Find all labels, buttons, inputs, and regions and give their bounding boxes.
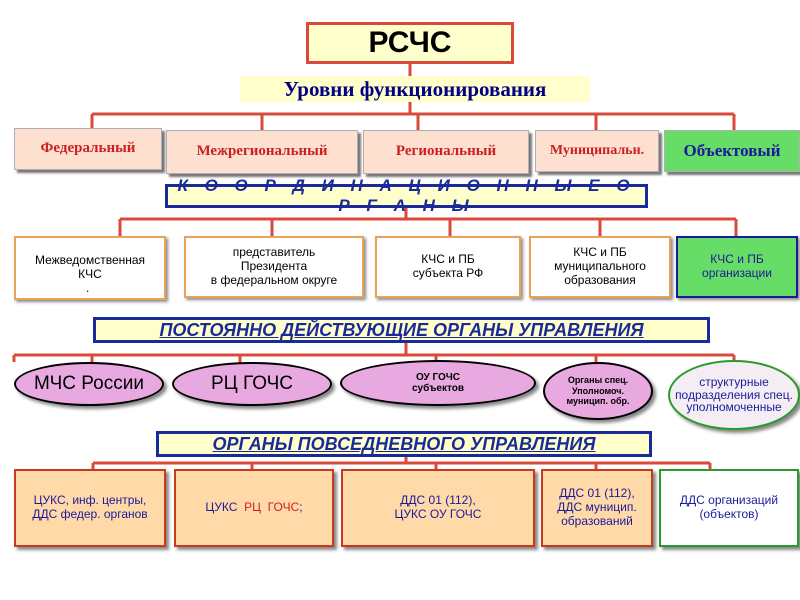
daily-tsuks-rc-gochs-part1: ЦУКС [205,500,245,515]
level-municipal: Муниципальн. [535,130,659,172]
perm-emercom-russia: МЧС России [14,362,164,406]
daily-dds-municipal: ДДС 01 (112), ДДС муницип. образований [541,469,653,547]
level-interregional: Межрегиональный [166,130,358,174]
coord-interagency-kchs-text: Межведомственная КЧС [34,253,146,281]
permanent-heading: ПОСТОЯННО ДЕЙСТВУЮЩИЕ ОРГАНЫ УПРАВЛЕНИЯ [93,317,710,343]
daily-tsuks-rc-gochs-part2: РЦ ГОЧС [244,500,300,515]
daily-tsuks-federal: ЦУКС, инф. центры, ДДС федер. органов [14,469,166,547]
daily-dds-organizations: ДДС организаций (объектов) [659,469,799,547]
coord-interagency-kchs-mark: . [86,281,90,295]
level-federal: Федеральный [14,128,162,170]
level-regional: Региональный [363,130,529,174]
perm-ou-gochs-subjects: ОУ ГОЧС субъектов [340,360,536,406]
coordination-heading: К О О Р Д И Н А Ц И О Н Н Ы Е О Р Г А Н Ы [165,184,648,208]
daily-heading: ОРГАНЫ ПОВСЕДНЕВНОГО УПРАВЛЕНИЯ [156,431,652,457]
daily-tsuks-rc-gochs-part3: ; [299,500,303,515]
coord-kchs-organization: КЧС и ПБ организации [676,236,798,298]
daily-tsuks-rc-gochs [174,469,334,547]
diagram-title: РСЧС [306,22,514,64]
coord-interagency-kchs [14,236,166,300]
perm-rc-gochs: РЦ ГОЧС [172,362,332,406]
coord-kchs-municipal: КЧС и ПБ муниципального образования [529,236,671,298]
coord-kchs-subject: КЧС и ПБ субъекта РФ [375,236,521,298]
daily-dds-01-ou-gochs: ДДС 01 (112), ЦУКС ОУ ГОЧС [341,469,535,547]
diagram-subtitle: Уровни функционирования [240,76,590,102]
level-object: Объектовый [664,130,800,172]
coord-president-representative: представитель Президента в федеральном округе [184,236,364,298]
perm-special-authorized-municipal: Органы спец. Уполномоч. муницип. обр. [543,362,653,420]
perm-structural-divisions: структурные подразделения спец. уполномоченные [668,360,800,430]
